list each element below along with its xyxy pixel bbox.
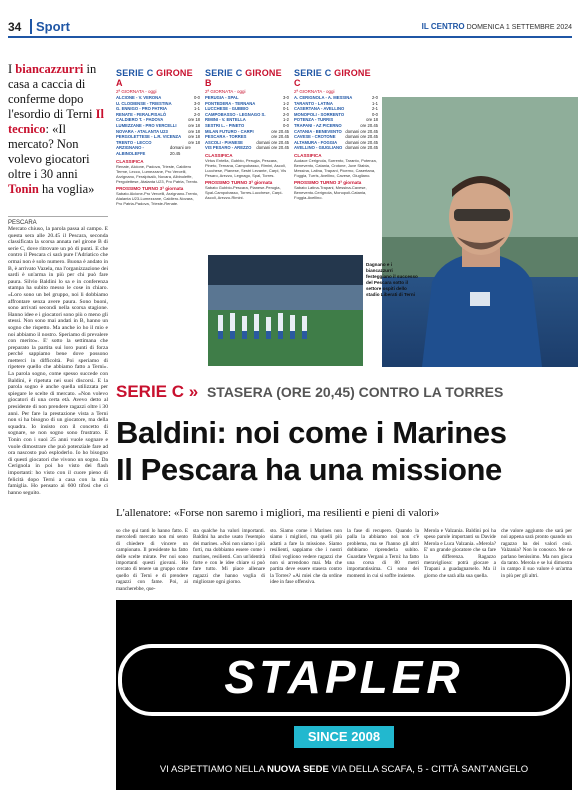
group-c-box [294, 68, 378, 253]
match-teams: TARANTO - LATINA [294, 100, 333, 106]
match-score: 2-0 [193, 111, 200, 117]
match-teams: ASCOLI - PIANESE [205, 139, 243, 145]
match-teams: PESCARA - TORRES [205, 134, 247, 140]
article-text: Mercato chiuso, la parola passa al campo. E questa sera alle 20.45 il Pescara, seconda classificata la scorsa annata nel girone B di serie C, dove ritrovare un pò di punti. E che contro il Pescara ci sarà pure l'Adriatico che ormai non è solo numero. Buona è andato in B, è arrivato Vazela, ma l'organizzazione dei sardi è un'arma in più per chi può fare paura. Silvio Baldini lo sa e in conferenza stampa ha subito messo le cose in chiaro. «Loro sono un bel gruppo, noi li dobbiamo affrontare senza avere paura. Sono buoni, sono arrivati secondi nella scorsa stagione. Hanno idee e i giocatori sono più o meno gli stessi. Non sono mai andati in B, hanno un sogno che rispetto. Ma anche io ho il mio e noi abbiamo il nostro. Speriamo di prevalere con merito». E' sotto la settimana che preparato la partita sui loro punti di forza perché sappiamo bene dove possono metterci in difficoltà. Poi speriamo di ripetere quello che abbiamo fatto a Terni». La parola sogno, come spesso succede con Baldini, è ripetuta nei suoi discorsi. E la parola sogno è anche quella utilizzata per spiegare le scelte di mercato. «Non volevo giocatori di una certa età. Avevo detto al presidente di non prendere ragazzi oltre i 30 anni. Per fare la prestazione vista a Terni non si ha bisogno di un giocatore, ma della squadra. Io insisto con il concetto di sognare, se non sogno sono frustrato. E Tonin con i suoi 25 anni vuole sognare e vuole dimostrare che può potenziale fare ad ora nascosto può esploderlo. Io ho bisogno di questi giocatori che vivono un sogno. Da Cerignola in poi ho visto dei flash importanti: ho visto con il cuore pieno di felicità dopo Terni a casa con la mia famiglia. Ho pensato ai 600 tifosi che ci hanno seguito. [8, 226, 108, 496]
match-teams: AVELLINO - GIUGLIANO [294, 145, 343, 151]
header-rule [8, 36, 572, 38]
ad-brand-logo: STAPLER [224, 651, 464, 703]
match-teams: PERUGIA - SPAL [205, 95, 239, 100]
match-teams: TRENTO - LECCO [116, 139, 152, 145]
next-round-text: Sabato Latina-Trapani, Messina-Cavese, Benevento-Cerignola, Monopoli-Catania, Foggia-Avellino. [294, 184, 367, 200]
tag-subtitle: STASERA (ORE 20,45) CONTRO LA TORRES [206, 384, 504, 400]
match-teams: PONTEDERA - TERNANA [205, 100, 256, 106]
stadium-illustration [208, 255, 363, 366]
match-teams: CATANIA - BENEVENTO [294, 128, 342, 134]
masthead-name: IL CENTRO [421, 22, 465, 31]
issue-date: DOMENICA 1 SETTEMBRE 2024 [466, 24, 572, 31]
article-column-1 [116, 528, 188, 598]
standings-title: CLASSIFICA [294, 152, 322, 158]
section-tag [116, 382, 503, 402]
standings-text: Renate, Alcione, Padova, Trieste, Caldiero Terme, Lecco, Lumezzane, Pro Vercelli, Arzignano, Feralpisalò, Novara, Albinoleffe, Pergolettese, Atalanta U23, Pro Patria, Trento. [116, 163, 199, 184]
match-score: domani ore 20.45 [169, 145, 191, 156]
match-teams: A. CERIGNOLA - A. MESSINA [294, 95, 353, 100]
match-teams: U. CLODIENSE - TRIESTINA [116, 100, 172, 106]
match-score: ore 18 [188, 117, 200, 123]
match-score: 0-1 [282, 106, 289, 112]
page-header [0, 18, 580, 36]
match-row [205, 145, 289, 151]
article-column-3 [270, 528, 342, 598]
match-row [116, 145, 200, 156]
round-label: 2ª GIORNATA - oggi [294, 89, 335, 94]
standings-title: CLASSIFICA [116, 158, 144, 164]
stadium-photo [208, 255, 363, 366]
next-title: PROSSIMO TURNO [116, 185, 159, 191]
match-score: 2-1 [371, 106, 378, 112]
kicker [8, 62, 108, 197]
standings-text: Virtus Entella, Gubbio, Perugia, Pescara, Pineto, Ternana, Campobasso, Rimini, Ascoli, Lucchese, Pianese, Sestri Levante, Carpi, Vis Pesaro, Arezzo, Legnago, Spal, Torres. [205, 157, 287, 178]
standings-text: Audace Cerignola, Sorrento, Taranto, Potenza, Benevento, Catania, Crotone, Juve Stabia, Messina, Latina, Trapani, Picerno, Casertana, Foggia, Turris, Avellino, Cavese, Giugliano. [294, 157, 377, 178]
match-score: 0-0 [371, 111, 378, 117]
headline-line-1: Baldini: noi come i Marines [116, 415, 507, 450]
match-score: ore 18 [188, 122, 200, 128]
round-label: 2ª GIORNATA - oggi [205, 89, 246, 94]
match-score: 1-2 [282, 117, 289, 123]
tag-label: SERIE C [116, 382, 185, 401]
match-score: ore 18 [188, 128, 200, 134]
results-list [205, 95, 289, 151]
match-score: 1-2 [282, 100, 289, 106]
kicker-highlight: biancazzurri [15, 62, 84, 76]
match-teams: G. ENNIGO - PRO PATRIA [116, 106, 168, 112]
match-teams: LUCCHESE - GUBBIO [205, 106, 249, 112]
column-text: sto. Siamo come i Marines non siamo i migliori, ma quelli più adatti a fare la missione. Siamo resilienti, sappiamo che i nostri tifosi vogliono vedere ragazzi che non si arrendono mai. Ma che partita deve essere stasera contro la Torres? «Ai miei che da ordine idee in fase offensiva. [270, 528, 342, 586]
match-score: domani ore 20.45 [256, 139, 289, 145]
kicker-highlight: Tonin [8, 182, 39, 196]
league-name: SERIE C [116, 68, 154, 78]
ad-footer-post: VIA DELLA SCAFA, 5 - CITTÀ SANT'ANGELO [328, 764, 529, 775]
match-score: domani ore 20.45 [345, 128, 378, 134]
match-teams: MILAN FUTURO - CARPI [205, 128, 254, 134]
match-teams: POTENZA - TURRIS [294, 117, 334, 123]
match-score: domani ore 20.45 [256, 145, 289, 151]
match-score: ore 20.45 [271, 128, 289, 134]
match-score: 0-0 [282, 122, 289, 128]
match-score: 3-0 [282, 95, 289, 100]
next-round: 3ª giornata [248, 179, 273, 185]
match-teams: ALTAMURA - FOGGIA [294, 139, 338, 145]
kicker-part: I [8, 62, 16, 76]
match-score: 2-0 [282, 111, 289, 117]
match-score: domani ore 20.45 [345, 139, 378, 145]
next-round-text: Sabato Gubbio-Pescara, Pianese-Perugia, Spal-Campobasso, Torres-Lucchese, Carpi-Ascoli, Arezzo-Rimini. [205, 184, 283, 200]
match-score: 3-0 [193, 100, 200, 106]
masthead [422, 22, 572, 31]
article-column-5 [424, 528, 496, 598]
next-round-text: Sabato Alcione-Pro Vercelli, Arzignano-Trento, Atalanta U23-Lumezzane, Caldiero-Novara, Pro Patria-Padova, Trieste-Renate. [116, 190, 199, 206]
match-score: 0-0 [193, 95, 200, 100]
group-title [205, 68, 289, 88]
league-name: SERIE C [294, 68, 332, 78]
next-round: 3ª giornata [337, 179, 362, 185]
match-teams: VIS PESARO - AREZZO [205, 145, 252, 151]
next-title: PROSSIMO TURNO [294, 179, 337, 185]
group-name: GIRONE C [294, 68, 371, 88]
dateline: PESCARA [8, 216, 108, 226]
left-article-body [8, 210, 108, 775]
column-text: che valore aggiunto che sarà per noi appena sarà pronto quando un ragazzo ha dei valori così. Valzania? Non lo conosco. Me ne parlano benissimo. Ma non gioca da tanto. Merola e se lui dimostra in campo il suo valore è un'arma in più per gli altri. [501, 528, 572, 579]
match-score: ore 18 [366, 117, 378, 123]
match-teams: PERGOLETTESE - L.R. VICENZA [116, 134, 182, 140]
match-score: ore 20.45 [360, 122, 378, 128]
league-name: SERIE C [205, 68, 243, 78]
match-teams: CALDIERO T. - PADOVA [116, 117, 164, 123]
stapler-advertisement[interactable] [116, 600, 572, 790]
match-teams: MONOPOLI - SORRENTO [294, 111, 345, 117]
match-teams: CAMPOBASSO - LEGNAGO S. [205, 111, 266, 117]
group-name: GIRONE B [205, 68, 282, 88]
column-text: la fase di recupero. Quando la palla la abbiamo noi non c'è problema, ma se l'hanno gli altri dobbiamo riprenderla subito. Guardate Vergani a Terni: ha fatto una corsa di 80 metri importantissima. Ci sono dei momenti in cui si soffre insieme. [347, 528, 419, 579]
next-round: 3ª giornata [159, 185, 184, 191]
article-column-6 [501, 528, 572, 598]
match-teams: RENATE - FERALPISALÒ [116, 111, 167, 117]
match-score: ore 20.45 [271, 134, 289, 140]
match-teams: ALCIONE - V. VERONA [116, 95, 162, 100]
match-teams: RIMINI - V. ENTELLA [205, 117, 246, 123]
ad-footer-bold: NUOVA SEDE [267, 764, 329, 775]
match-row [294, 145, 378, 151]
match-teams: TRAPANI - AZ PICERNO [294, 122, 342, 128]
group-title [116, 68, 200, 88]
match-teams: ARZIGNANO - ALBINOLEFFE [116, 145, 146, 156]
match-score: 2-0 [371, 95, 378, 100]
match-teams: CASERTANA - AVELLINO [294, 106, 345, 112]
coach-illustration [382, 97, 578, 367]
ad-footer-pre: VI ASPETTIAMO NELLA [159, 764, 268, 775]
coach-photo [382, 97, 578, 367]
match-score: ore 18 [188, 139, 200, 145]
ad-since-badge: SINCE 2008 [294, 726, 394, 748]
photo-caption: Dagnano e i biancazzurri festeggiano il successo del Pescara sotto il settore ospiti dello stadio Liberati di Terni [366, 262, 418, 297]
group-name: GIRONE A [116, 68, 193, 88]
next-title: PROSSIMO TURNO [205, 179, 248, 185]
article-column-4 [347, 528, 419, 598]
match-teams: CAVESE - CROTONE [294, 134, 336, 140]
match-teams: NOVARA - ATALANTA U23 [116, 128, 168, 134]
group-a-box [116, 68, 200, 253]
match-teams: LUMEZZANE - PRO VERCELLI [116, 122, 177, 128]
column-text: Merola e Valzania. Baldini poi ha speso parole importanti su Davide Merola e Luca Valzania. «Merola? E' un grande giocatore che sa fare la differenza. Ragazzo meraviglioso: potrà giocare a Trapani a guadagnarselo. Ma il giorno che sarà alla sua quella. [424, 528, 496, 579]
left-column [8, 62, 108, 197]
match-score: 1-1 [193, 106, 200, 112]
round-label: 2ª GIORNATA - oggi [116, 89, 157, 94]
ad-footer [116, 764, 572, 775]
group-b-box [205, 68, 289, 253]
headline-line-2: Il Pescara ha una missione [116, 452, 502, 487]
page-number: 34 [8, 20, 22, 34]
column-text: so che qui tanti lo hanno fatto. E mercoledì mercato non mi sento di chiedere di vincere un campionato. Il presidente ha fatto delle scelte mirate. Per noi sono importanti questi giovani. Ho cercato di tenere un gruppo come quello di Terni e di prendere ragazzi con fame. Poi, ai mancherebbe, que- [116, 528, 188, 592]
kicker-highlight: Il tecnico [8, 107, 104, 136]
section-title: Sport [30, 19, 70, 34]
match-score: domani ore 20.45 [345, 134, 378, 140]
match-score: domani ore 20.45 [345, 145, 378, 151]
kicker-part: in casa a caccia di conferme dopo l'esordio di Terni [8, 62, 97, 121]
group-title [294, 68, 378, 88]
column-text: sta qualche ha valori importanti. Baldini ha anche usato l'esempio dei marines. «Noi non siamo i più forti, ma dobbiamo essere come i marines, resilienti. Con un'identità forte e con le idee chiare si può fare tutto. Mi piace allenare ragazzi che hanno voglia di migliorare ogni giorno. [193, 528, 265, 586]
kicker-part: : «Il mercato? Non volevo giocatori oltre i 30 anni [8, 122, 90, 181]
match-score: ore 18 [188, 134, 200, 140]
results-list [116, 95, 200, 157]
standings-title: CLASSIFICA [205, 152, 233, 158]
kicker-part: ha voglia» [38, 182, 95, 196]
subheadline: L'allenatore: «Forse non saremo i migliori, ma resilienti e pieni di valori» [116, 507, 440, 519]
results-list [294, 95, 378, 151]
match-score: 1-1 [371, 100, 378, 106]
match-teams: SESTRI L. - PINETO [205, 122, 245, 128]
tag-arrow: » [188, 382, 199, 401]
article-column-2 [193, 528, 265, 598]
